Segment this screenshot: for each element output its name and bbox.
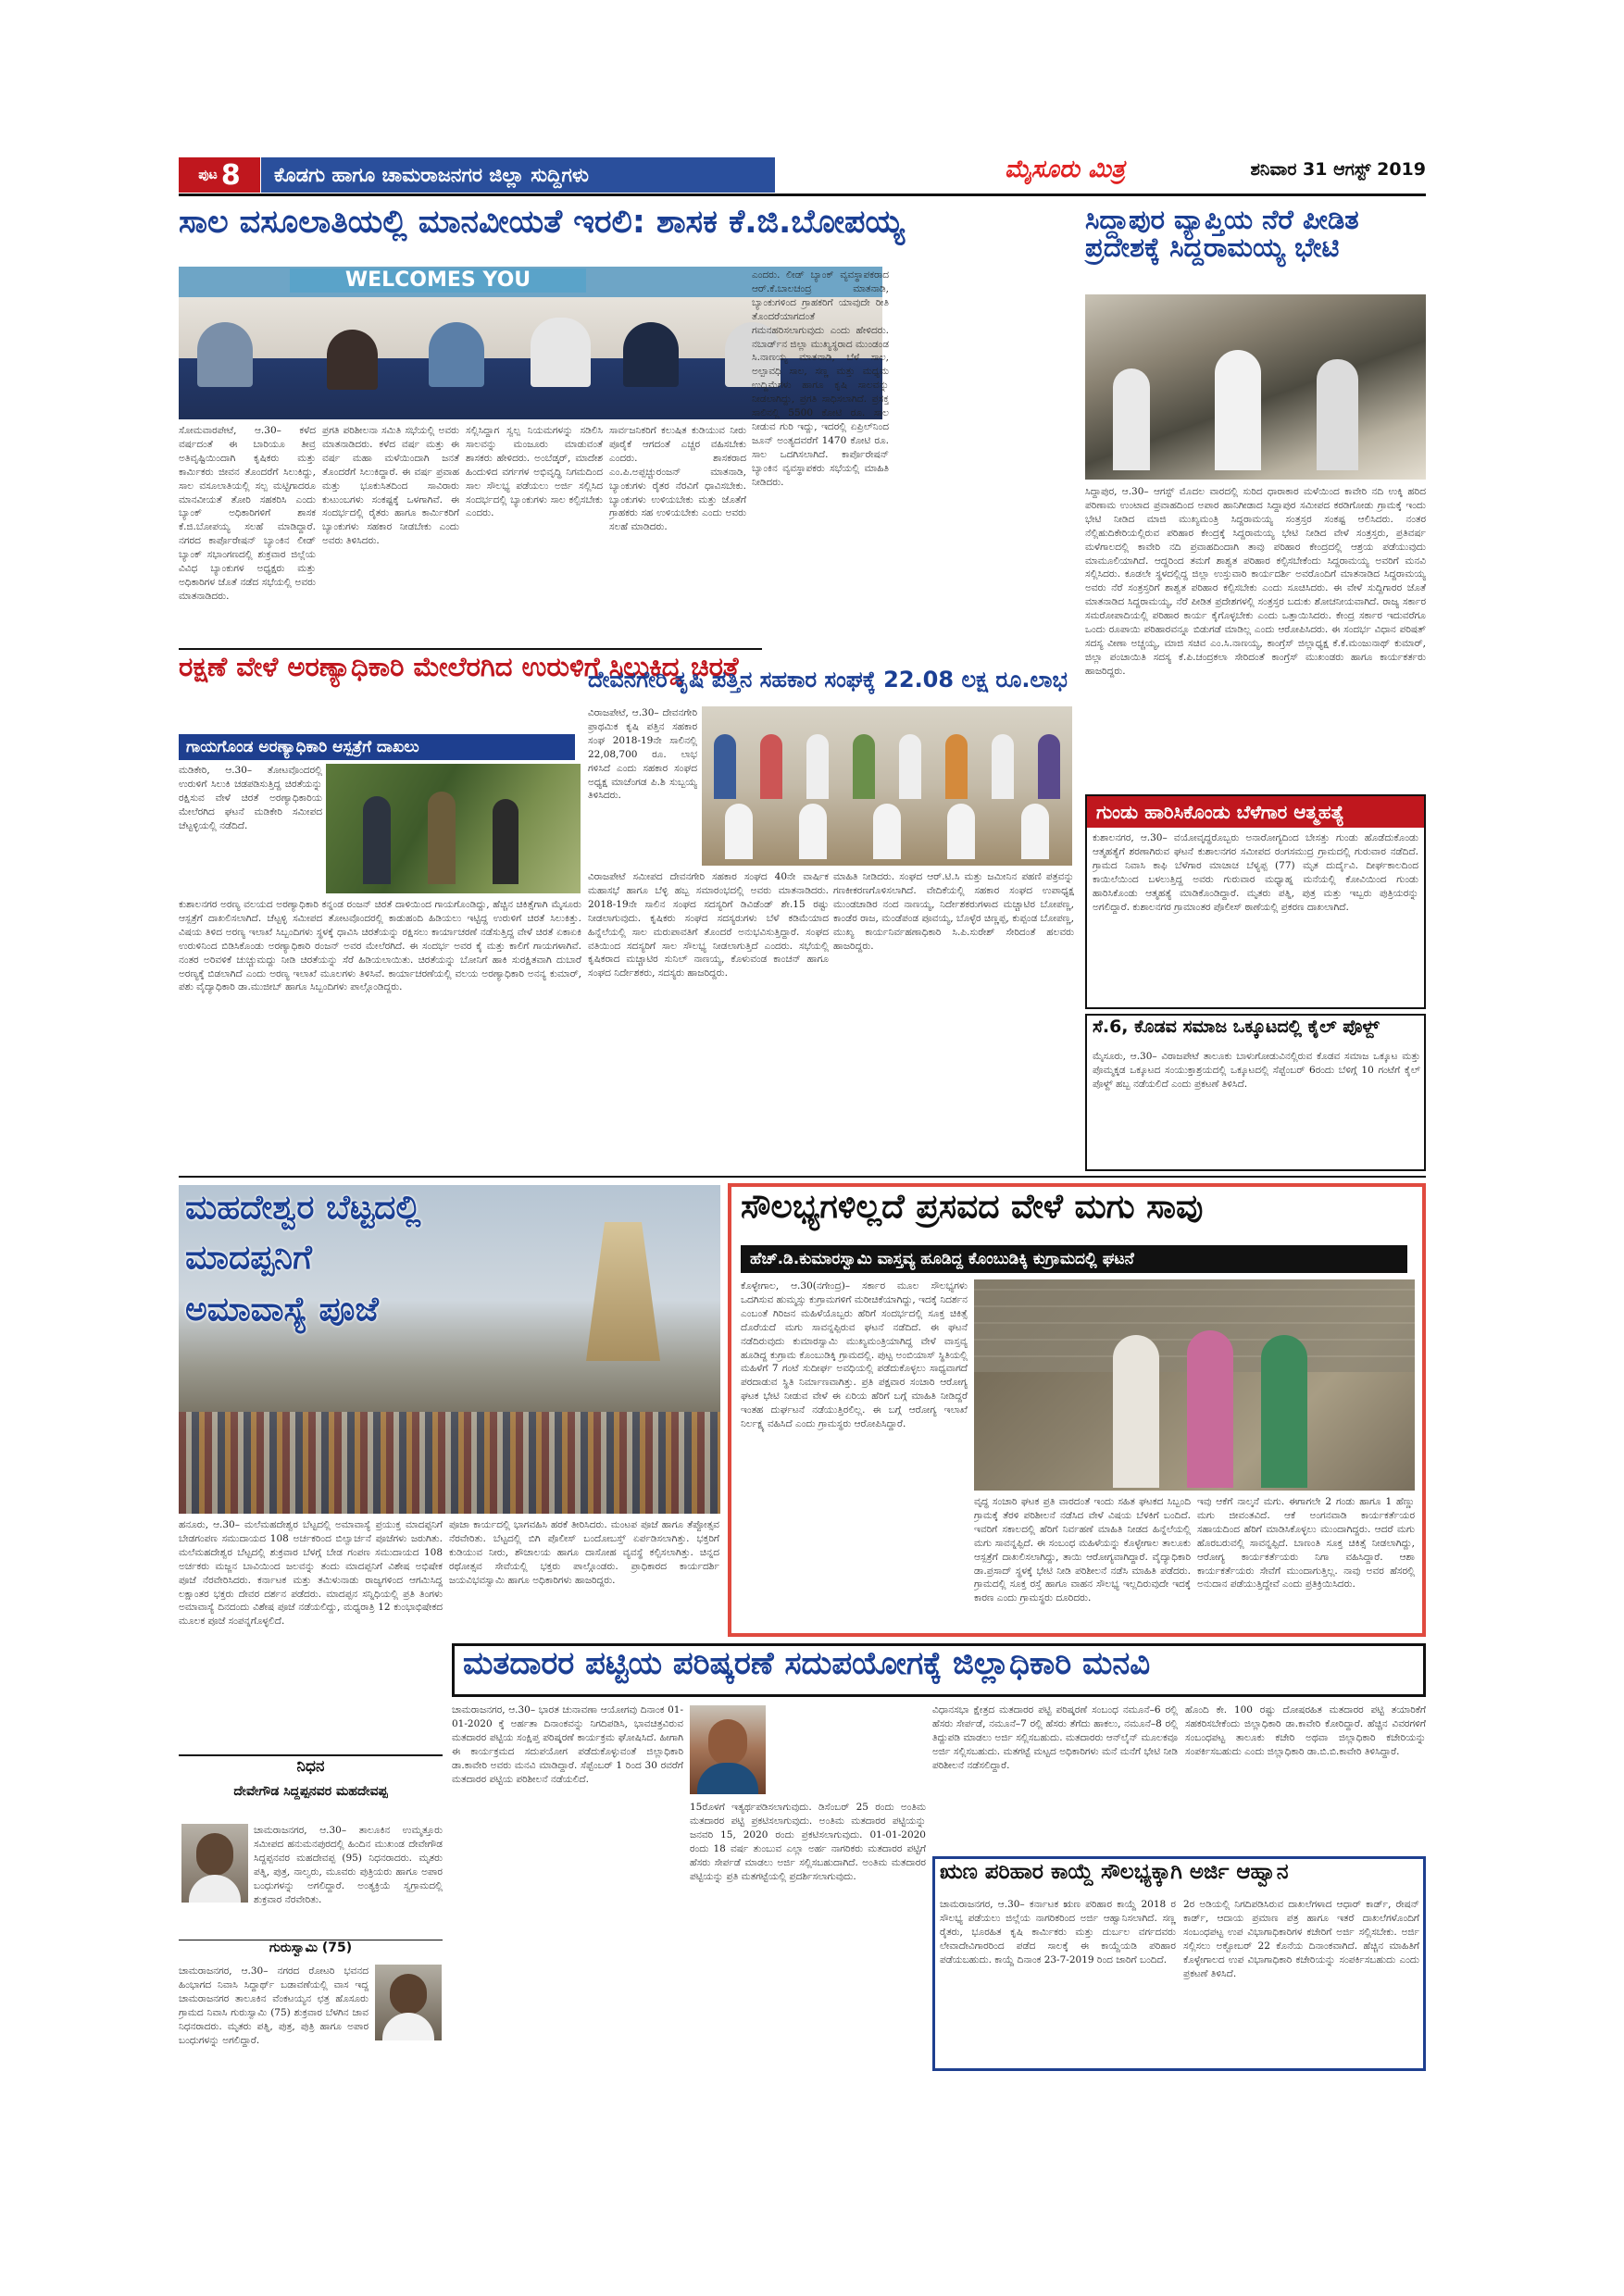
- story2-body: ಸಿದ್ದಾಪುರ, ಆ.30– ಆಗಸ್ಟ್ ಮೊದಲ ವಾರದಲ್ಲಿ ಸುರಿದ ಧಾರಾಕಾರ ಮಳೆಯಿಂದ ಕಾವೇರಿ ನದಿ ಉಕ್ಕಿ ಹರಿದ ಪರಿಣಾಮ ಉಂಟಾದ ಪ್ರವಾಹದಿಂದ ಅಪಾರ ಹಾನಿಗೀಡಾದ ಸಿದ್ದಾಪುರ ಸಮೀಪದ ಕರಡಿಗೋಡು ಗ್ರಾಮಕ್ಕೆ ಇಂದು ಭೇಟಿ ನೀಡಿದ ಮಾಜಿ ಮುಖ್ಯಮಂತ್ರಿ ಸಿದ್ದರಾಮಯ್ಯ ಸಂತ್ರಸ್ತರ ಸಂಕಷ್ಟ ಆಲಿಸಿದರು. ನಂತರ ನೆಲ್ಲಿಹುದಿಕೇರಿಯಲ್ಲಿರುವ ಪರಿಹಾರ ಕೇಂದ್ರಕ್ಕೆ ಸಿದ್ದರಾಮಯ್ಯ ಭೇಟಿ ನೀಡಿದ ವೇಳೆ ಸಂತ್ರಸ್ತರು, ಪ್ರತಿವರ್ಷ ಮಳೆಗಾಲದಲ್ಲಿ ಕಾವೇರಿ ನದಿ ಪ್ರವಾಹದಿಂದಾಗಿ ತಾವು ಪರಿಹಾರ ಕೇಂದ್ರದಲ್ಲಿ ಆಶ್ರಯ ಪಡೆಯುವುದು ಮಾಮೂಲಿಯಾಗಿದೆ. ಆದ್ದರಿಂದ ತಮಗೆ ಶಾಶ್ವತ ಪರಿಹಾರ ಕಲ್ಪಿಸಬೇಕೆಂದು ಸಿದ್ದರಾಮಯ್ಯ ಅವರಿಗೆ ಮನವಿ ಸಲ್ಲಿಸಿದರು. ಕೂಡಲೇ ಸ್ಥಳದಲ್ಲಿದ್ದ ಜಿಲ್ಲಾ ಉಸ್ತುವಾರಿ ಕಾರ್ಯದರ್ಶಿ ಅವರೊಂದಿಗೆ ಮಾತನಾಡಿದ ಸಿದ್ದರಾಮಯ್ಯ ಅವರು ನೆರೆ ಸಂತ್ರಸ್ತರಿಗೆ ಶಾಶ್ವತ ಪರಿಹಾರ ಕಲ್ಪಿಸಬೇಕು ಎಂದು ಸೂಚಿಸಿದರು. ಈ ವೇಳೆ ಸುದ್ದಿಗಾರರ ಜೊತೆ ಮಾತನಾಡಿದ ಸಿದ್ದರಾಮಯ್ಯ, ನೆರೆ ಪೀಡಿತ ಪ್ರದೇಶಗಳಲ್ಲಿ ಸಂತ್ರಸ್ತರ ಬದುಕು ಶೋಚನೀಯವಾಗಿದೆ. ರಾಜ್ಯ ಸರ್ಕಾರ ಸಮರೋಪಾದಿಯಲ್ಲಿ ಪರಿಹಾರ ಕಾರ್ಯ ಕೈಗೊಳ್ಳಬೇಕು ಎಂದು ಒತ್ತಾಯಿಸಿದರು. ಕೇಂದ್ರ ಸರ್ಕಾರ ಇದುವರೆಗೂ ಒಂದು ರೂಪಾಯಿ ಪರಿಹಾರವನ್ನೂ ಬಿಡುಗಡೆ ಮಾಡಿಲ್ಲ ಎಂದು ಆರೋಪಿಸಿದರು. ಈ ಸಂದರ್ಭ ವಿಧಾನ ಪರಿಷತ್ ಸದಸ್ಯ ವೀಣಾ ಅಚ್ಚಯ್ಯ, ಮಾಜಿ ಸಚಿವ ಎಂ.ಸಿ.ನಾಣಯ್ಯ, ಕಾಂಗ್ರೆಸ್ ಜಿಲ್ಲಾಧ್ಯಕ್ಷ ಕೆ.ಕೆ.ಮಂಜುನಾಥ್ ಕುಮಾರ್, ಜಿಲ್ಲಾ ಪಂಚಾಯಿತಿ ಸದಸ್ಯ ಕೆ.ಪಿ.ಚಂದ್ರಕಲಾ ಸೇರಿದಂತೆ ಕಾಂಗ್ರೆಸ್ ಮುಖಂಡರು ಹಾಗೂ ಕಾರ್ಯಕರ್ತರು ಹಾಜರಿದ್ದರು.: [1085, 486, 1426, 677]
- story7-col1: ಹನೂರು, ಆ.30– ಮಲೆಮಹದೇಶ್ವರ ಬೆಟ್ಟದಲ್ಲಿ ಅಮಾವಾಸ್ಯೆ ಪ್ರಯುಕ್ತ ಮಾದಪ್ಪನಿಗೆ ಬೇಡಗಂಪಣ ಸಮುದಾಯದ 108 ಅರ್ಚಕರಿಂದ ಬಿಲ್ವಾರ್ಚನೆ ಪೂಜೆಗಳು ಜರುಗಿತು. ಮಲೆಮಹದೇಶ್ವರ ಬೆಟ್ಟದಲ್ಲಿ ಶುಕ್ರವಾರ ಬೆಳಗ್ಗೆ ಬೇಡ ಗಂಪಣ ಸಮುದಾಯದ 108 ಅರ್ಚಕರು ಮಜ್ಜನ ಬಾವಿಯಿಂದ ಜಲವನ್ನು ತಂದು ಮಾದಪ್ಪನಿಗೆ ವಿಶೇಷ ಅಭಿಷೇಕ ಪೂಜೆ ನೆರವೇರಿಸಿದರು. ಕರ್ನಾಟಕ ಮತ್ತು ತಮಿಳುನಾಡು ರಾಜ್ಯಗಳಿಂದ ಆಗಮಿಸಿದ್ದ ಲಕ್ಷಾಂತರ ಭಕ್ತರು ದೇವರ ದರ್ಶನ ಪಡೆದರು. ಮಾದಪ್ಪನ ಸನ್ನಿಧಿಯಲ್ಲಿ ಪ್ರತಿ ತಿಂಗಳು ಅಮಾವಾಸ್ಯೆ ದಿನದಂದು ವಿಶೇಷ ಪೂಜೆ ನಡೆಯಲಿದ್ದು, ಮಧ್ಯರಾತ್ರಿ 12 ಕುಂಭಾಭಿಷೇಕದ ಮೂಲಕ ಪೂಜೆ ಸಂಪನ್ನಗೊಳ್ಳಲಿದೆ.: [179, 1519, 443, 1628]
- story1-col5: ಎಂದರು. ಲೀಡ್ ಬ್ಯಾಂಕ್ ವ್ಯವಸ್ಥಾಪಕರಾದ ಆರ್.ಕೆ.ಬಾಲಚಂದ್ರ ಮಾತನಾಡಿ, ಬ್ಯಾಂಕುಗಳಿಂದ ಗ್ರಾಹಕರಿಗೆ ಯಾವುದೇ ರೀತಿ ತೊಂದರೆಯಾಗದಂತೆ ಗಮನಹರಿಸಲಾಗುವುದು ಎಂದು ಹೇಳಿದರು. ನಬಾರ್ಡ್‍ನ ಜಿಲ್ಲಾ ಮುಖ್ಯಸ್ಥರಾದ ಮುಂಡಂಡ ಸಿ.ನಾಣಯ್ಯ ಮಾತನಾಡಿ, ಬೆಳೆ ಸಾಲ, ಅಲ್ಪಾವಧಿ ಸಾಲ, ಸಣ್ಣ ಮತ್ತು ಮಧ್ಯಮ ಉದ್ದಿಮೆಗಳು ಹಾಗೂ ಕೃಷಿ ಸಾಲವನ್ನು ನೀಡಲಾಗಿದ್ದು, ಪ್ರಗತಿ ಸಾಧಿಸಲಾಗಿದೆ. ಪ್ರಸಕ್ತ ಸಾಲಿನಲ್ಲಿ 5500 ಕೋಟಿ ರೂ. ಸಾಲ ನೀಡುವ ಗುರಿ ಇದ್ದು, ಇದರಲ್ಲಿ ಏಪ್ರಿಲ್‍ನಿಂದ ಜೂನ್ ಅಂತ್ಯದವರೆಗೆ 1470 ಕೋಟಿ ರೂ. ಸಾಲ ಒದಗಿಸಲಾಗಿದೆ. ಕಾರ್ಪೊರೇಷನ್ ಬ್ಯಾಂಕಿನ ವ್ಯವಸ್ಥಾಪಕರು ಸಭೆಯಲ್ಲಿ ಮಾಹಿತಿ ನೀಡಿದರು.: [752, 269, 889, 488]
- story3-body-lead: ಮಡಿಕೇರಿ, ಆ.30– ತೋಟವೊಂದರಲ್ಲಿ ಉರುಳಿಗೆ ಸಿಲುಕಿ ಚಡಪಡಿಸುತ್ತಿದ್ದ ಚಿರತೆಯನ್ನು ರಕ್ಷಿಸುವ ವೇಳೆ ಚಿರತೆ ಅರಣ್ಯಾಧಿಕಾರಿಯ ಮೇಲೆರಗಿದ ಘಟನೆ ಮಡಿಕೇರಿ ಸಮೀಪದ ಚೆಟ್ಟಳ್ಳಿಯಲ್ಲಿ ನಡೆದಿದೆ.: [179, 765, 322, 831]
- dc-portrait: [690, 1705, 766, 1794]
- story8-col1: ಕೊಳ್ಳೇಗಾಲ, ಆ.30(ನಗೇಂದ್ರ)– ಸರ್ಕಾರ ಮೂಲ ಸೌಲಭ್ಯಗಳು ಒದಗಿಸುವ ಹುಮ್ಮಸ್ಸು ಕುಗ್ರಾಮಗಳಿಗೆ ಮರೀಚಿಕೆಯಾಗಿದ್ದು, ಇದಕ್ಕೆ ನಿದರ್ಶನ ಎಂಬಂತೆ ಗಿರಿಜನ ಮಹಿಳೆಯೊಬ್ಬರು ಹೆರಿಗೆ ಸಂದರ್ಭದಲ್ಲಿ ಸೂಕ್ತ ಚಿಕಿತ್ಸೆ ದೊರೆಯದೆ ಮಗು ಸಾವನ್ನಪ್ಪಿರುವ ಘಟನೆ ನಡೆದಿದೆ. ಈ ಘಟನೆ ನಡೆದಿರುವುದು ಕುಮಾರಸ್ವಾಮಿ ಮುಖ್ಯಮಂತ್ರಿಯಾಗಿದ್ದ ವೇಳೆ ವಾಸ್ತವ್ಯ ಹೂಡಿದ್ದ ಕುಗ್ರಾಮ ಕೊಂಬುಡಿಕ್ಕಿ ಗ್ರಾಮದಲ್ಲಿ. ಪುಟ್ಟ ಅಂಬಿಯಾಸ್ ಸ್ಥಿತಿಯಲ್ಲಿ ಮಹಿಳೆಗೆ 7 ಗಂಟೆ ಸುದೀರ್ಘ ಅವಧಿಯಲ್ಲಿ ಪಡೆದುಕೊಳ್ಳಲು ಸಾಧ್ಯವಾಗದೆ ಪರದಾಡುವ ಸ್ಥಿತಿ ನಿರ್ಮಾಣವಾಗಿತ್ತು. ಪ್ರತಿ ಪಕ್ಷವಾರ ಸಂಚಾರಿ ಆರೋಗ್ಯ ಘಟಕ ಭೇಟಿ ನೀಡುವ ವೇಳೆ ಈ ಏರಿಯ ಹೆರಿಗೆ ಬಗ್ಗೆ ಮಾಹಿತಿ ನೀಡಿದ್ದರೆ ಇಂತಹ ದುರ್ಘಟನೆ ನಡೆಯುತ್ತಿರಲಿಲ್ಲ. ಈ ಬಗ್ಗೆ ಆರೋಗ್ಯ ಇಲಾಖೆ ನಿರ್ಲಕ್ಷ್ಯ ವಹಿಸಿದೆ ಎಂದು ಗ್ರಾಮಸ್ಥರು ಆರೋಪಿಸಿದ್ದಾರೆ.: [741, 1280, 968, 1430]
- story1-col2: ಪ್ರಗತಿ ಪರಿಶೀಲನಾ ಸಮಿತಿ ಸಭೆಯಲ್ಲಿ ಅವರು ಮಾತನಾಡಿದರು. ಕಳೆದ ವರ್ಷ ಮತ್ತು ಈ ವರ್ಷ ಮಹಾ ಮಳೆಯಿಂದಾಗಿ ಜನತೆ ತೊಂದರೆಗೆ ಸಿಲುಕಿದ್ದಾರೆ. ಈ ವರ್ಷ ಪ್ರವಾಹ ಮತ್ತು ಭೂಕುಸಿತದಿಂದ ಸಾವಿರಾರು ಕುಟುಂಬಗಳು ಸಂಕಷ್ಟಕ್ಕೆ ಒಳಗಾಗಿವೆ. ಈ ಸಂದರ್ಭದಲ್ಲಿ ರೈತರು ಹಾಗೂ ಕಾರ್ಮಿಕರಿಗೆ ಬ್ಯಾಂಕುಗಳು ಸಹಕಾರ ನೀಡಬೇಕು ಎಂದು ಅವರು ತಿಳಿಸಿದರು.: [322, 425, 459, 547]
- story7-headline-line1: ಮಹದೇಶ್ವರ ಬೆಟ್ಟದಲ್ಲಿ: [185, 1189, 421, 1227]
- story6-body: ಮೈಸೂರು, ಆ.30– ವಿರಾಜಪೇಟೆ ತಾಲೂಕು ಬಾಳುಗೋಡುವಿನಲ್ಲಿರುವ ಕೊಡವ ಸಮಾಜ ಒಕ್ಕೂಟ ಮತ್ತು ಪೊಮ್ಮಕ್ಕಡ ಒಕ್ಕೂಟದ ಸಂಯುಕ್ತಾಶ್ರಯದಲ್ಲಿ ಒಕ್ಕೂಟದಲ್ಲಿ ಸೆಪ್ಟೆಂಬರ್ 6ರಂದು ಬೆಳಿಗ್ಗೆ 10 ಗಂಟೆಗೆ ಕೈಲ್ ಪೊಳ್ದ್ ಹಬ್ಬ ನಡೆಯಲಿದೆ ಎಂದು ಪ್ರಕಟಣೆ ತಿಳಿಸಿದೆ.: [1093, 1051, 1420, 1090]
- story7-col2: ಪೂಜಾ ಕಾರ್ಯದಲ್ಲಿ ಭಾಗವಹಿಸಿ ಹರಕೆ ತೀರಿಸಿದರು. ಮಂಟಪ ಪೂಜೆ ಹಾಗೂ ತೆಪ್ಪೋತ್ಸವ ನೆರವೇರಿತು. ಬೆಟ್ಟದಲ್ಲಿ ಬಿಗಿ ಪೊಲೀಸ್ ಬಂದೋಬಸ್ತ್ ಏರ್ಪಡಿಸಲಾಗಿತ್ತು. ಭಕ್ತರಿಗೆ ಕುಡಿಯುವ ನೀರು, ಶೌಚಾಲಯ ಹಾಗೂ ದಾಸೋಹ ವ್ಯವಸ್ಥೆ ಕಲ್ಪಿಸಲಾಗಿತ್ತು. ಚಿನ್ನದ ರಥೋತ್ಸವ ಸೇವೆಯಲ್ಲಿ ಭಕ್ತರು ಪಾಲ್ಗೊಂಡರು. ಪ್ರಾಧಿಕಾರದ ಕಾರ್ಯದರ್ಶಿ ಜಯವಿಭವಸ್ವಾಮಿ ಹಾಗೂ ಅಧಿಕಾರಿಗಳು ಹಾಜರಿದ್ದರು.: [449, 1519, 719, 1586]
- section-title: ಕೊಡಗು ಹಾಗೂ ಚಾಮರಾಜನಗರ ಜಿಲ್ಲಾ ಸುದ್ದಿಗಳು: [261, 157, 775, 193]
- story8-subhead: ಹೆಚ್.ಡಿ.ಕುಮಾರಸ್ವಾಮಿ ವಾಸ್ತವ್ಯ ಹೂಡಿದ್ದ ಕೊಂಬುಡಿಕ್ಕಿ ಕುಗ್ರಾಮದಲ್ಲಿ ಘಟನೆ: [741, 1245, 1407, 1273]
- story6-headline: ಸೆ.6, ಕೊಡವ ಸಮಾಜ ಒಕ್ಕೂಟದಲ್ಲಿ ಕೈಲ್ ಪೊಳ್ದ್: [1093, 1018, 1380, 1037]
- page-number-badge: ಪುಟ 8: [179, 157, 260, 193]
- obituary-photo-1: [181, 1824, 248, 1903]
- story8-col3: ಇವು ಆಕೆಗೆ ನಾಲ್ಕನೆ ಮಗು. ಈಗಾಗಲೇ 2 ಗಂಡು ಹಾಗೂ 1 ಹೆಣ್ಣು ಮಗು ಜೀವಂತವಿದೆ. ಆಕೆ ಅಂಗನವಾಡಿ ಕಾರ್ಯಕರ್ತೆಯರ ಸಹಾಯದಿಂದ ಹೆರಿಗೆ ಮಾಡಿಸಿಕೊಳ್ಳಲು ಮುಂದಾಗಿದ್ದರು. ಆದರೆ ಮಗು ಹೊರಬರುವಲ್ಲಿ ಸಾವನ್ನಪ್ಪಿದೆ. ಬಾಣಂತಿ ಸೂಕ್ತ ಚಿಕಿತ್ಸೆ ನೀಡಲಾಗಿದ್ದು, ಆರೋಗ್ಯ ಕಾರ್ಯಕರ್ತೆಯರು ನಿಗಾ ವಹಿಸಿದ್ದಾರೆ. ಆಶಾ ಕಾರ್ಯಕರ್ತೆಯರು ಸೇವೆಗೆ ಮುಂದಾಗುತ್ತಿಲ್ಲ. ನಾವು ಅವರ ಹೆಸರಲ್ಲಿ ಅನುದಾನ ಪಡೆಯುತ್ತಿದ್ದೇವೆ ಎಂದು ಪ್ರತಿಕ್ರಿಯಿಸಿದರು.: [1197, 1496, 1415, 1591]
- story8-col2: ವೃದ್ಧ ಸಂಚಾರಿ ಘಟಕ ಪ್ರತಿ ವಾರದಂತೆ ಇಂದು ಸಹಿತ ಘಟಕದ ಸಿಬ್ಬಂದಿ ಗ್ರಾಮಕ್ಕೆ ತೆರಳಿ ಪರಿಶೀಲನೆ ನಡೆಸಿದ ವೇಳೆ ವಿಷಯ ಬೆಳಕಿಗೆ ಬಂದಿದೆ. ಇವರಿಗೆ ಸಕಾಲದಲ್ಲಿ ಹೆರಿಗೆ ನಿರ್ವಹಣೆ ಮಾಹಿತಿ ನೀಡದ ಹಿನ್ನೆಲೆಯಲ್ಲಿ ಮಗು ಸಾವನ್ನಪ್ಪಿದೆ. ಈ ಸಂಬಂಧ ಮಹಿಳೆಯನ್ನು ಕೊಳ್ಳೇಗಾಲ ತಾಲೂಕು ಆಸ್ಪತ್ರೆಗೆ ದಾಖಲಿಸಲಾಗಿದ್ದು, ತಾಯಿ ಆರೋಗ್ಯವಾಗಿದ್ದಾರೆ. ವೈದ್ಯಾಧಿಕಾರಿ ಡಾ.ಪ್ರಸಾದ್ ಸ್ಥಳಕ್ಕೆ ಭೇಟಿ ನೀಡಿ ಪರಿಶೀಲನೆ ನಡೆಸಿ ಮಾಹಿತಿ ಪಡೆದರು. ಗ್ರಾಮದಲ್ಲಿ ಸೂಕ್ತ ರಸ್ತೆ ಹಾಗೂ ವಾಹನ ಸೌಲಭ್ಯ ಇಲ್ಲದಿರುವುದೇ ಇದಕ್ಕೆ ಕಾರಣ ಎಂದು ಗ್ರಾಮಸ್ಥರು ದೂರಿದರು.: [974, 1496, 1191, 1604]
- story4-body2: ಮಾಹಿತಿ ನೀಡಿದರು. ಸಂಘದ ಆರ್.ಟಿ.ಸಿ ಮತ್ತು ಜಮೀನಿನ ಪಹಣಿ ಪತ್ರವನ್ನು ಗಣಕೀಕರಣಗೊಳಿಸಲಾಗಿದೆ. ವೇದಿಕೆಯಲ್ಲಿ ಸಹಕಾರ ಸಂಘದ ಉಪಾಧ್ಯಕ್ಷ ಮುಂಡಚಾಡಿರ ನಂದ ನಾಣಯ್ಯ, ನಿರ್ದೇಶಕರುಗಳಾದ ಮಚ್ಚಾಟಿರ ಬೋಪಣ್ಣ, ಕಾಂಡೆರ ರಾಜ, ಮಂಡೆಪಂಡ ಪೂವಯ್ಯ, ಬೊಳ್ಳೆರ ಚಿಣ್ಣಪ್ಪ, ಕುಪ್ಪಂಡ ಬೋಪಣ್ಣ, ಮುಖ್ಯ ಕಾರ್ಯನಿರ್ವಹಣಾಧಿಕಾರಿ ಸಿ.ಪಿ.ಸುರೇಶ್ ಸೇರಿದಂತೆ ಹಲವರು ಹಾಜರಿದ್ದರು.: [833, 871, 1074, 952]
- story8-photo: [974, 1279, 1415, 1491]
- story4-headline: ದೇವನಗೇರಿ ಕೃಷಿ ಪತ್ತಿನ ಸಹಕಾರ ಸಂಘಕ್ಕೆ 22.08 ಲಕ್ಷ ರೂ.ಲಾಭ: [588, 668, 1068, 693]
- obituary-entry2-name: ಗುರುಸ್ವಾಮಿ (75): [179, 1940, 443, 1962]
- story1-col1: ಸೋಮವಾರಪೇಟೆ, ಆ.30– ಕಳೆದ ವರ್ಷದಂತೆ ಈ ಬಾರಿಯೂ ತೀವ್ರ ಅತಿವೃಷ್ಟಿಯಿಂದಾಗಿ ಕೃಷಿಕರು ಮತ್ತು ಕಾರ್ಮಿಕರು ಜೀವನ ತೊಂದರೆಗೆ ಸಿಲುಕಿದ್ದು, ಸಾಲ ವಸೂಲಾತಿಯಲ್ಲಿ ಸಲ್ಪ ಮಟ್ಟಿಗಾದರೂ ಮಾನವೀಯತೆ ತೋರಿ ಸಹಕರಿಸಿ ಎಂದು ಬ್ಯಾಂಕ್ ಅಧಿಕಾರಿಗಳಿಗೆ ಶಾಸಕ ಕೆ.ಜಿ.ಬೋಪಯ್ಯ ಸಲಹೆ ಮಾಡಿದ್ದಾರೆ. ನಗರದ ಕಾರ್ಪೊರೇಷನ್ ಬ್ಯಾಂಕಿನ ಲೀಡ್ ಬ್ಯಾಂಕ್ ಸಭಾಂಗಣದಲ್ಲಿ ಶುಕ್ರವಾರ ಜಿಲ್ಲೆಯ ವಿವಿಧ ಬ್ಯಾಂಕುಗಳ ಅಧ್ಯಕ್ಷರು ಮತ್ತು ಅಧಿಕಾರಿಗಳ ಜೊತೆ ನಡೆದ ಸಭೆಯಲ್ಲಿ ಅವರು ಮಾತನಾಡಿದರು.: [179, 425, 316, 602]
- story10-headline: ಋಣ ಪರಿಹಾರ ಕಾಯ್ದೆ ಸೌಲಭ್ಯಕ್ಕಾಗಿ ಅರ್ಜಿ ಆಹ್ವಾನ: [940, 1861, 1289, 1884]
- divider: [179, 1176, 1426, 1178]
- story7-headline-line2: ಮಾದಪ್ಪನಿಗೆ: [185, 1239, 312, 1277]
- story3-body: ಕುಶಾಲನಗರ ಅರಣ್ಯ ವಲಯದ ಅರಣ್ಯಾಧಿಕಾರಿ ಕನ್ನಂಡ ರಂಜನ್ ಚಿರತೆ ದಾಳಿಯಿಂದ ಗಾಯಗೊಂಡಿದ್ದು, ಹೆಚ್ಚಿನ ಚಿಕಿತ್ಸೆಗಾಗಿ ಮೈಸೂರು ಆಸ್ಪತ್ರೆಗೆ ದಾಖಲಿಸಲಾಗಿದೆ. ಚೆಟ್ಟಳ್ಳಿ ಸಮೀಪದ ತೋಟವೊಂದರಲ್ಲಿ ಕಾಡುಹಂದಿ ಹಿಡಿಯಲು ಇಟ್ಟಿದ್ದ ಉರುಳಿಗೆ ಚಿರತೆ ಸಿಲುಕಿತ್ತು. ವಿಷಯ ತಿಳಿದ ಅರಣ್ಯ ಇಲಾಖೆ ಸಿಬ್ಬಂದಿಗಳು ಸ್ಥಳಕ್ಕೆ ಧಾವಿಸಿ ಚಿರತೆಯನ್ನು ರಕ್ಷಿಸಲು ಕಾರ್ಯಾಚರಣೆ ನಡೆಸುತ್ತಿದ್ದ ವೇಳೆ ಚಿರತೆ ಏಕಾಏಕಿ ಉರುಳಿನಿಂದ ಬಿಡಿಸಿಕೊಂಡು ಅರಣ್ಯಾಧಿಕಾರಿ ರಂಜನ್ ಅವರ ಮೇಲೆರಗಿದೆ. ಈ ಸಂದರ್ಭ ಅವರ ಕೈ ಮತ್ತು ಕಾಲಿಗೆ ಗಾಯಗಳಾಗಿವೆ. ನಂತರ ಅರಿವಳಿಕೆ ಚುಚ್ಚುಮದ್ದು ನೀಡಿ ಚಿರತೆಯನ್ನು ಸೆರೆ ಹಿಡಿಯಲಾಯಿತು. ಚಿರತೆಯನ್ನು ಬೋನಿಗೆ ಹಾಕಿ ಸುರಕ್ಷಿತವಾಗಿ ದುಬಾರೆ ಅರಣ್ಯಕ್ಕೆ ಬಿಡಲಾಗಿದೆ ಎಂದು ಅರಣ್ಯ ಇಲಾಖೆ ಮೂಲಗಳು ತಿಳಿಸಿವೆ. ಕಾರ್ಯಾಚರಣೆಯಲ್ಲಿ ವಲಯ ಅರಣ್ಯಾಧಿಕಾರಿ ಅನನ್ಯ ಕುಮಾರ್, ಪಶು ವೈದ್ಯಾಧಿಕಾರಿ ಡಾ.ಮುಜೀಬ್ ಹಾಗೂ ಸಿಬ್ಬಂದಿಗಳು ಪಾಲ್ಗೊಂಡಿದ್ದರು.: [179, 899, 581, 993]
- story9-col3: ವಿಧಾನಸಭಾ ಕ್ಷೇತ್ರದ ಮತದಾರರ ಪಟ್ಟಿ ಪರಿಷ್ಕರಣೆ ಸಂಬಂಧ ನಮೂನೆ–6 ರಲ್ಲಿ ಹೆಸರು ಸೇರ್ಪಡೆ, ನಮೂನೆ–7 ರಲ್ಲಿ ಹೆಸರು ತೆಗೆದು ಹಾಕಲು, ನಮೂನೆ–8 ರಲ್ಲಿ ತಿದ್ದುಪಡಿ ಮಾಡಲು ಅರ್ಜಿ ಸಲ್ಲಿಸಬಹುದು. ಮತದಾರರು ಆನ್‍ಲೈನ್ ಮೂಲಕವೂ ಅರ್ಜಿ ಸಲ್ಲಿಸಬಹುದು. ಮತಗಟ್ಟೆ ಮಟ್ಟದ ಅಧಿಕಾರಿಗಳು ಮನೆ ಮನೆಗೆ ಭೇಟಿ ನೀಡಿ ಪರಿಶೀಲನೆ ನಡೆಸಲಿದ್ದಾರೆ.: [932, 1704, 1178, 1771]
- story9-col1: ಚಾಮರಾಜನಗರ, ಆ.30– ಭಾರತ ಚುನಾವಣಾ ಆಯೋಗವು ದಿನಾಂಕ 01-01-2020 ಕ್ಕೆ ಅರ್ಹತಾ ದಿನಾಂಕವನ್ನು ನಿಗದಿಪಡಿಸಿ, ಭಾವಚಿತ್ರವಿರುವ ಮತದಾರರ ಪಟ್ಟಿಯ ಸಂಕ್ಷಿಪ್ತ ಪರಿಷ್ಕರಣೆ ಕಾರ್ಯಕ್ರಮ ಘೋಷಿಸಿದೆ. ಹೀಗಾಗಿ ಈ ಕಾರ್ಯಕ್ರಮದ ಸದುಪಯೋಗ ಪಡೆದುಕೊಳ್ಳುವಂತೆ ಜಿಲ್ಲಾಧಿಕಾರಿ ಡಾ.ಕಾವೇರಿ ಅವರು ಮನವಿ ಮಾಡಿದ್ದಾರೆ. ಸೆಪ್ಟೆಂಬರ್ 1 ರಿಂದ 30 ರವರೆಗೆ ಮತದಾರರ ಪಟ್ಟಿಯ ಪರಿಶೀಲನೆ ನಡೆಯಲಿದೆ.: [452, 1704, 683, 1785]
- story2-photo: [1085, 294, 1426, 480]
- obituary-entry1-body: ಚಾಮರಾಜನಗರ, ಆ.30– ತಾಲೂಕಿನ ಉಮ್ಮತ್ತೂರು ಸಮೀಪದ ಹನುಮನಪುರದಲ್ಲಿ ಹಿಂದಿನ ಮುಖಂಡ ದೇವೇಗೌಡ ಸಿದ್ದಪ್ಪನವರ ಮಹದೇವಪ್ಪ (95) ನಿಧನರಾದರು. ಮೃತರು ಪತ್ನಿ, ಪುತ್ರ, ನಾಲ್ವರು, ಮೂವರು ಪುತ್ರಿಯರು ಹಾಗೂ ಅಪಾರ ಬಂಧುಗಳನ್ನು ಅಗಲಿದ್ದಾರೆ. ಅಂತ್ಯಕ್ರಿಯೆ ಸ್ವಗ್ರಾಮದಲ್ಲಿ ಶುಕ್ರವಾರ ನೆರವೇರಿತು.: [254, 1825, 443, 1905]
- masthead: ಮೈಸೂರು ಮಿತ್ರ: [1005, 156, 1125, 183]
- story5-body: ಕುಶಾಲನಗರ, ಆ.30– ವಯೋವೃದ್ಧರೊಬ್ಬರು ಅನಾರೋಗ್ಯದಿಂದ ಬೇಸತ್ತು ಗುಂಡು ಹೊಡೆದುಕೊಂಡು ಆತ್ಮಹತ್ಯೆಗೆ ಶರಣಾಗಿರುವ ಘಟನೆ ಕುಶಾಲನಗರ ಸಮೀಪದ ರಂಗಸಮುದ್ರ ಗ್ರಾಮದಲ್ಲಿ ಗುರುವಾರ ನಡೆದಿದೆ. ಗ್ರಾಮದ ನಿವಾಸಿ ಕಾಫಿ ಬೆಳೆಗಾರ ಮಾಚಾಚ ಬೆಳ್ಯಪ್ಪ (77) ಮೃತ ದುರ್ದೈವಿ. ದೀರ್ಘಕಾಲದಿಂದ ಕಾಯಿಲೆಯಿಂದ ಬಳಲುತ್ತಿದ್ದ ಅವರು ಗುರುವಾರ ಮಧ್ಯಾಹ್ನ ಮನೆಯಲ್ಲಿ ಕೋವಿಯಿಂದ ಗುಂಡು ಹಾರಿಸಿಕೊಂಡು ಆತ್ಮಹತ್ಯೆ ಮಾಡಿಕೊಂಡಿದ್ದಾರೆ. ಮೃತರು ಪತ್ನಿ, ಪುತ್ರ ಮತ್ತು ಇಬ್ಬರು ಪುತ್ರಿಯರನ್ನು ಅಗಲಿದ್ದಾರೆ. ಕುಶಾಲನಗರ ಗ್ರಾಮಾಂತರ ಪೊಲೀಸ್ ಠಾಣೆಯಲ್ಲಿ ಪ್ರಕರಣ ದಾಖಲಾಗಿದೆ.: [1093, 832, 1418, 913]
- obituary-title: ನಿಧನ: [296, 1757, 325, 1776]
- story4-body: ವಿರಾಜಪೇಟೆ ಸಮೀಪದ ದೇವನಗೇರಿ ಸಹಕಾರ ಸಂಘದ 40ನೇ ವಾರ್ಷಿಕ ಮಹಾಸಭೆ ಹಾಗೂ ಬೆಳ್ಳಿ ಹಬ್ಬ ಸಮಾರಂಭದಲ್ಲಿ ಅವರು ಮಾತನಾಡಿದರು. 2018-19ನೇ ಸಾಲಿನ ಸಂಘದ ಸದಸ್ಯರಿಗೆ ಡಿವಿಡೆಂಡ್ ಶೇ.15 ರಷ್ಟು ನೀಡಲಾಗುವುದು. ಕೃಷಿಕರು ಸಂಘದ ಸದಸ್ಯರುಗಳು ಬೆಳೆ ಕಡಿಮೆಯಾದ ಹಿನ್ನೆಲೆಯಲ್ಲಿ ಸಾಲ ಮರುಪಾವತಿಗೆ ತೊಂದರೆ ಅನುಭವಿಸುತ್ತಿದ್ದಾರೆ. ಸಂಘದ ವತಿಯಿಂದ ಸದಸ್ಯರಿಗೆ ಸಾಲ ಸೌಲಭ್ಯ ನೀಡಲಾಗುತ್ತಿದೆ ಎಂದರು. ಸಭೆಯಲ್ಲಿ ಕೃಷಿಕರಾದ ಮಚ್ಚಾಟಿರ ಸುನಿಲ್ ನಾಣಯ್ಯ, ಕೊಳುವಂಡ ಕಾಂಚನ್ ಹಾಗೂ ಸಂಘದ ನಿರ್ದೇಶಕರು, ಸದಸ್ಯರು ಹಾಜರಿದ್ದರು.: [588, 871, 829, 980]
- header-rule: [179, 193, 1426, 196]
- story8-headline: ಸೌಲಭ್ಯಗಳಿಲ್ಲದೆ ಪ್ರಸವದ ವೇಳೆ ಮಗು ಸಾವು: [741, 1190, 1204, 1226]
- story5-headline: ಗುಂಡು ಹಾರಿಸಿಕೊಂಡು ಬೆಳೆಗಾರ ಆತ್ಮಹತ್ಯೆ: [1087, 796, 1424, 828]
- issue-date: ಶನಿವಾರ 31 ಆಗಸ್ಟ್ 2019: [1250, 159, 1426, 180]
- story3-headline: ರಕ್ಷಣೆ ವೇಳೆ ಅರಣ್ಯಾಧಿಕಾರಿ ಮೇಲೆರಗಿದ ಉರುಳಿಗೆ ಸಿಲುಕಿದ್ದ ಚಿರತೆ: [179, 651, 739, 682]
- obituary-entry1-name: ದೇವೇಗೌಡ ಸಿದ್ದಪ್ಪನವರ ಮಹದೇವಪ್ಪ: [233, 1784, 388, 1799]
- story4-photo: [702, 706, 1072, 866]
- story1-col3: ಸಲ್ಲಿಸಿದ್ದಾಗ ಸ್ವಲ್ಪ ನಿಯಮಗಳನ್ನು ಸಡಿಲಿಸಿ ಸಾಲವನ್ನು ಮಂಜೂರು ಮಾಡುವಂತೆ ಶಾಸಕರು ಹೇಳಿದರು. ಅಂಬೆಡ್ಕರ್, ಮಾದೇಶ ಹಿಂದುಳಿದ ವರ್ಗಗಳ ಅಭಿವೃದ್ಧಿ ನಿಗಮದಿಂದ ಸಾಲ ಸೌಲಭ್ಯ ಪಡೆಯಲು ಅರ್ಜಿ ಸಲ್ಲಿಸಿದ ಸಂದರ್ಭದಲ್ಲಿ ಬ್ಯಾಂಕುಗಳು ಸಾಲ ಕಲ್ಪಿಸಬೇಕು ಎಂದರು.: [466, 425, 603, 519]
- story9-col2: 15ರೊಳಗೆ ಇತ್ಯರ್ಥಪಡಿಸಲಾಗುವುದು. ಡಿಸೆಂಬರ್ 25 ರಂದು ಅಂತಿಮ ಮತದಾರರ ಪಟ್ಟಿ ಪ್ರಕಟಿಸಲಾಗುವುದು. ಅಂತಿಮ ಮತದಾರರ ಪಟ್ಟಿಯನ್ನು ಜನವರಿ 15, 2020 ರಂದು ಪ್ರಕಟಿಸಲಾಗುವುದು. 01-01-2020 ರಂದು 18 ವರ್ಷ ತುಂಬುವ ಎಲ್ಲಾ ಅರ್ಹ ನಾಗರಿಕರು ಮತದಾರರ ಪಟ್ಟಿಗೆ ಹೆಸರು ಸೇರ್ಪಡೆ ಮಾಡಲು ಅರ್ಜಿ ಸಲ್ಲಿಸಬಹುದಾಗಿದೆ. ಅಂತಿಮ ಮತದಾರರ ಪಟ್ಟಿಯನ್ನು ಪ್ರತಿ ಮತಗಟ್ಟೆಯಲ್ಲಿ ಪ್ರದರ್ಶಿಸಲಾಗುವುದು.: [690, 1802, 926, 1882]
- story9-headline: ಮತದಾರರ ಪಟ್ಟಿಯ ಪರಿಷ್ಕರಣೆ ಸದುಪಯೋಗಕ್ಕೆ ಜಿಲ್ಲಾಧಿಕಾರಿ ಮನವಿ: [463, 1648, 1151, 1682]
- story1-col4: ಸಾರ್ವಜನಿಕರಿಗೆ ಕಲುಷಿತ ಕುಡಿಯುವ ನೀರು ಪೂರೈಕೆ ಆಗದಂತೆ ಎಚ್ಚರ ವಹಿಸಬೇಕು ಎಂದರು. ಶಾಸಕರಾದ ಎಂ.ಪಿ.ಅಪ್ಪಚ್ಚುರಂಜನ್ ಮಾತನಾಡಿ, ಬ್ಯಾಂಕುಗಳು ರೈತರ ನೆರವಿಗೆ ಧಾವಿಸಬೇಕು. ಬ್ಯಾಂಕುಗಳು ಉಳಿಯಬೇಕು ಮತ್ತು ಜೊತೆಗೆ ಗ್ರಾಹಕರು ಸಹ ಉಳಿಯಬೇಕು ಎಂದು ಅವರು ಸಲಹೆ ಮಾಡಿದರು.: [609, 425, 746, 533]
- welcome-banner: WELCOMES YOU: [290, 268, 586, 293]
- story3-subhead: ಗಾಯಗೊಂಡ ಅರಣ್ಯಾಧಿಕಾರಿ ಆಸ್ಪತ್ರೆಗೆ ದಾಖಲು: [179, 734, 575, 760]
- story3-photo: [326, 764, 581, 893]
- story4-body-side: ವಿರಾಜಪೇಟೆ, ಆ.30– ದೇವನಗೇರಿ ಪ್ರಾಥಮಿಕ ಕೃಷಿ ಪತ್ತಿನ ಸಹಕಾರ ಸಂಘ 2018-19ನೇ ಸಾಲಿನಲ್ಲಿ 22,08,700 ರೂ. ಲಾಭ ಗಳಿಸಿದೆ ಎಂದು ಸಹಕಾರ ಸಂಘದ ಅಧ್ಯಕ್ಷ ಮಾಚೆಂಗಡ ಪಿ.ಶಿ ಸುಬ್ಬಯ್ಯ ತಿಳಿಸಿದರು.: [588, 707, 697, 802]
- story9-col4: ಹೊಂದಿ ಕೇ. 100 ರಷ್ಟು ದೋಷರಹಿತ ಮತದಾರರ ಪಟ್ಟಿ ತಯಾರಿಕೆಗೆ ಸಹಕರಿಸಬೇಕೆಂದು ಜಿಲ್ಲಾಧಿಕಾರಿ ಡಾ.ಕಾವೇರಿ ಕೋರಿದ್ದಾರೆ. ಹೆಚ್ಚಿನ ವಿವರಗಳಿಗೆ ಸಂಬಂಧಪಟ್ಟ ತಾಲೂಕು ಕಚೇರಿ ಅಥವಾ ಜಿಲ್ಲಾಧಿಕಾರಿ ಕಚೇರಿಯನ್ನು ಸಂಪರ್ಕಿಸಬಹುದು ಎಂದು ಜಿಲ್ಲಾಧಿಕಾರಿ ಡಾ.ಬಿ.ಬಿ.ಕಾವೇರಿ ತಿಳಿಸಿದ್ದಾರೆ.: [1185, 1704, 1426, 1757]
- obituary-photo-2: [375, 1965, 442, 2040]
- story10-col1: ಚಾಮರಾಜನಗರ, ಆ.30– ಕರ್ನಾಟಕ ಋಣ ಪರಿಹಾರ ಕಾಯ್ದೆ 2018 ರ ಸೌಲಭ್ಯ ಪಡೆಯಲು ಜಿಲ್ಲೆಯ ನಾಗರಿಕರಿಂದ ಅರ್ಜಿ ಆಹ್ವಾನಿಸಲಾಗಿದೆ. ಸಣ್ಣ ರೈತರು, ಭೂರಹಿತ ಕೃಷಿ ಕಾರ್ಮಿಕರು ಮತ್ತು ದುರ್ಬಲ ವರ್ಗದವರು ಲೇವಾದೇವಿಗಾರರಿಂದ ಪಡೆದ ಸಾಲಕ್ಕೆ ಈ ಕಾಯ್ದೆಯಡಿ ಪರಿಹಾರ ಪಡೆಯಬಹುದು. ಕಾಯ್ದೆ ದಿನಾಂಕ 23-7-2019 ರಿಂದ ಜಾರಿಗೆ ಬಂದಿದೆ.: [940, 1899, 1176, 1965]
- temple-tower: [586, 1222, 660, 1361]
- obituary-entry2-body: ಚಾಮರಾಜನಗರ, ಆ.30– ನಗರದ ರೋಟರಿ ಭವನದ ಹಿಂಭಾಗದ ನಿವಾಸಿ ಸಿದ್ದಾರ್ಥ್ ಬಡಾವಣೆಯಲ್ಲಿ ವಾಸ ಇದ್ದ ಚಾಮರಾಜನಗರ ತಾಲೂಕಿನ ವೆಂಕಟಯ್ಯನ ಛತ್ರ ಹೊಸೂರು ಗ್ರಾಮದ ನಿವಾಸಿ ಗುರುಸ್ವಾಮಿ (75) ಶುಕ್ರವಾರ ಬೆಳಗಿನ ಜಾವ ನಿಧನರಾದರು. ಮೃತರು ಪತ್ನಿ, ಪುತ್ರ, ಪುತ್ರಿ ಹಾಗೂ ಅಪಾರ ಬಂಧುಗಳನ್ನು ಅಗಲಿದ್ದಾರೆ.: [179, 1965, 369, 2046]
- story10-col2: 2ರ ಅಡಿಯಲ್ಲಿ ನಿಗದಿಪಡಿಸಿರುವ ದಾಖಲೆಗಳಾದ ಆಧಾರ್ ಕಾರ್ಡ್, ರೇಷನ್ ಕಾರ್ಡ್, ಆದಾಯ ಪ್ರಮಾಣ ಪತ್ರ ಹಾಗೂ ಇತರೆ ದಾಖಲೆಗಳೊಂದಿಗೆ ಸಂಬಂಧಪಟ್ಟ ಉಪ ವಿಭಾಗಾಧಿಕಾರಿಗಳ ಕಚೇರಿಗೆ ಅರ್ಜಿ ಸಲ್ಲಿಸಬೇಕು. ಅರ್ಜಿ ಸಲ್ಲಿಸಲು ಅಕ್ಟೋಬರ್ 22 ಕೊನೆಯ ದಿನಾಂಕವಾಗಿದೆ. ಹೆಚ್ಚಿನ ಮಾಹಿತಿಗೆ ಕೊಳ್ಳೇಗಾಲದ ಉಪ ವಿಭಾಗಾಧಿಕಾರಿ ಕಚೇರಿಯನ್ನು ಸಂಪರ್ಕಿಸಬಹುದು ಎಂದು ಪ್ರಕಟಣೆ ತಿಳಿಸಿದೆ.: [1183, 1899, 1419, 1979]
- story7-headline-line3: ಅಮಾವಾಸ್ಯೆ ಪೂಜೆ: [185, 1291, 379, 1329]
- story1-headline: ಸಾಲ ವಸೂಲಾತಿಯಲ್ಲಿ ಮಾನವೀಯತೆ ಇರಲಿ: ಶಾಸಕ ಕೆ.ಜಿ.ಬೋಪಯ್ಯ: [179, 206, 905, 241]
- story2-headline: ಸಿದ್ದಾಪುರ ವ್ಯಾಪ್ತಿಯ ನೆರೆ ಪೀಡಿತ ಪ್ರದೇಶಕ್ಕೆ ಸಿದ್ದರಾಮಯ್ಯ ಭೇಟಿ: [1085, 204, 1359, 264]
